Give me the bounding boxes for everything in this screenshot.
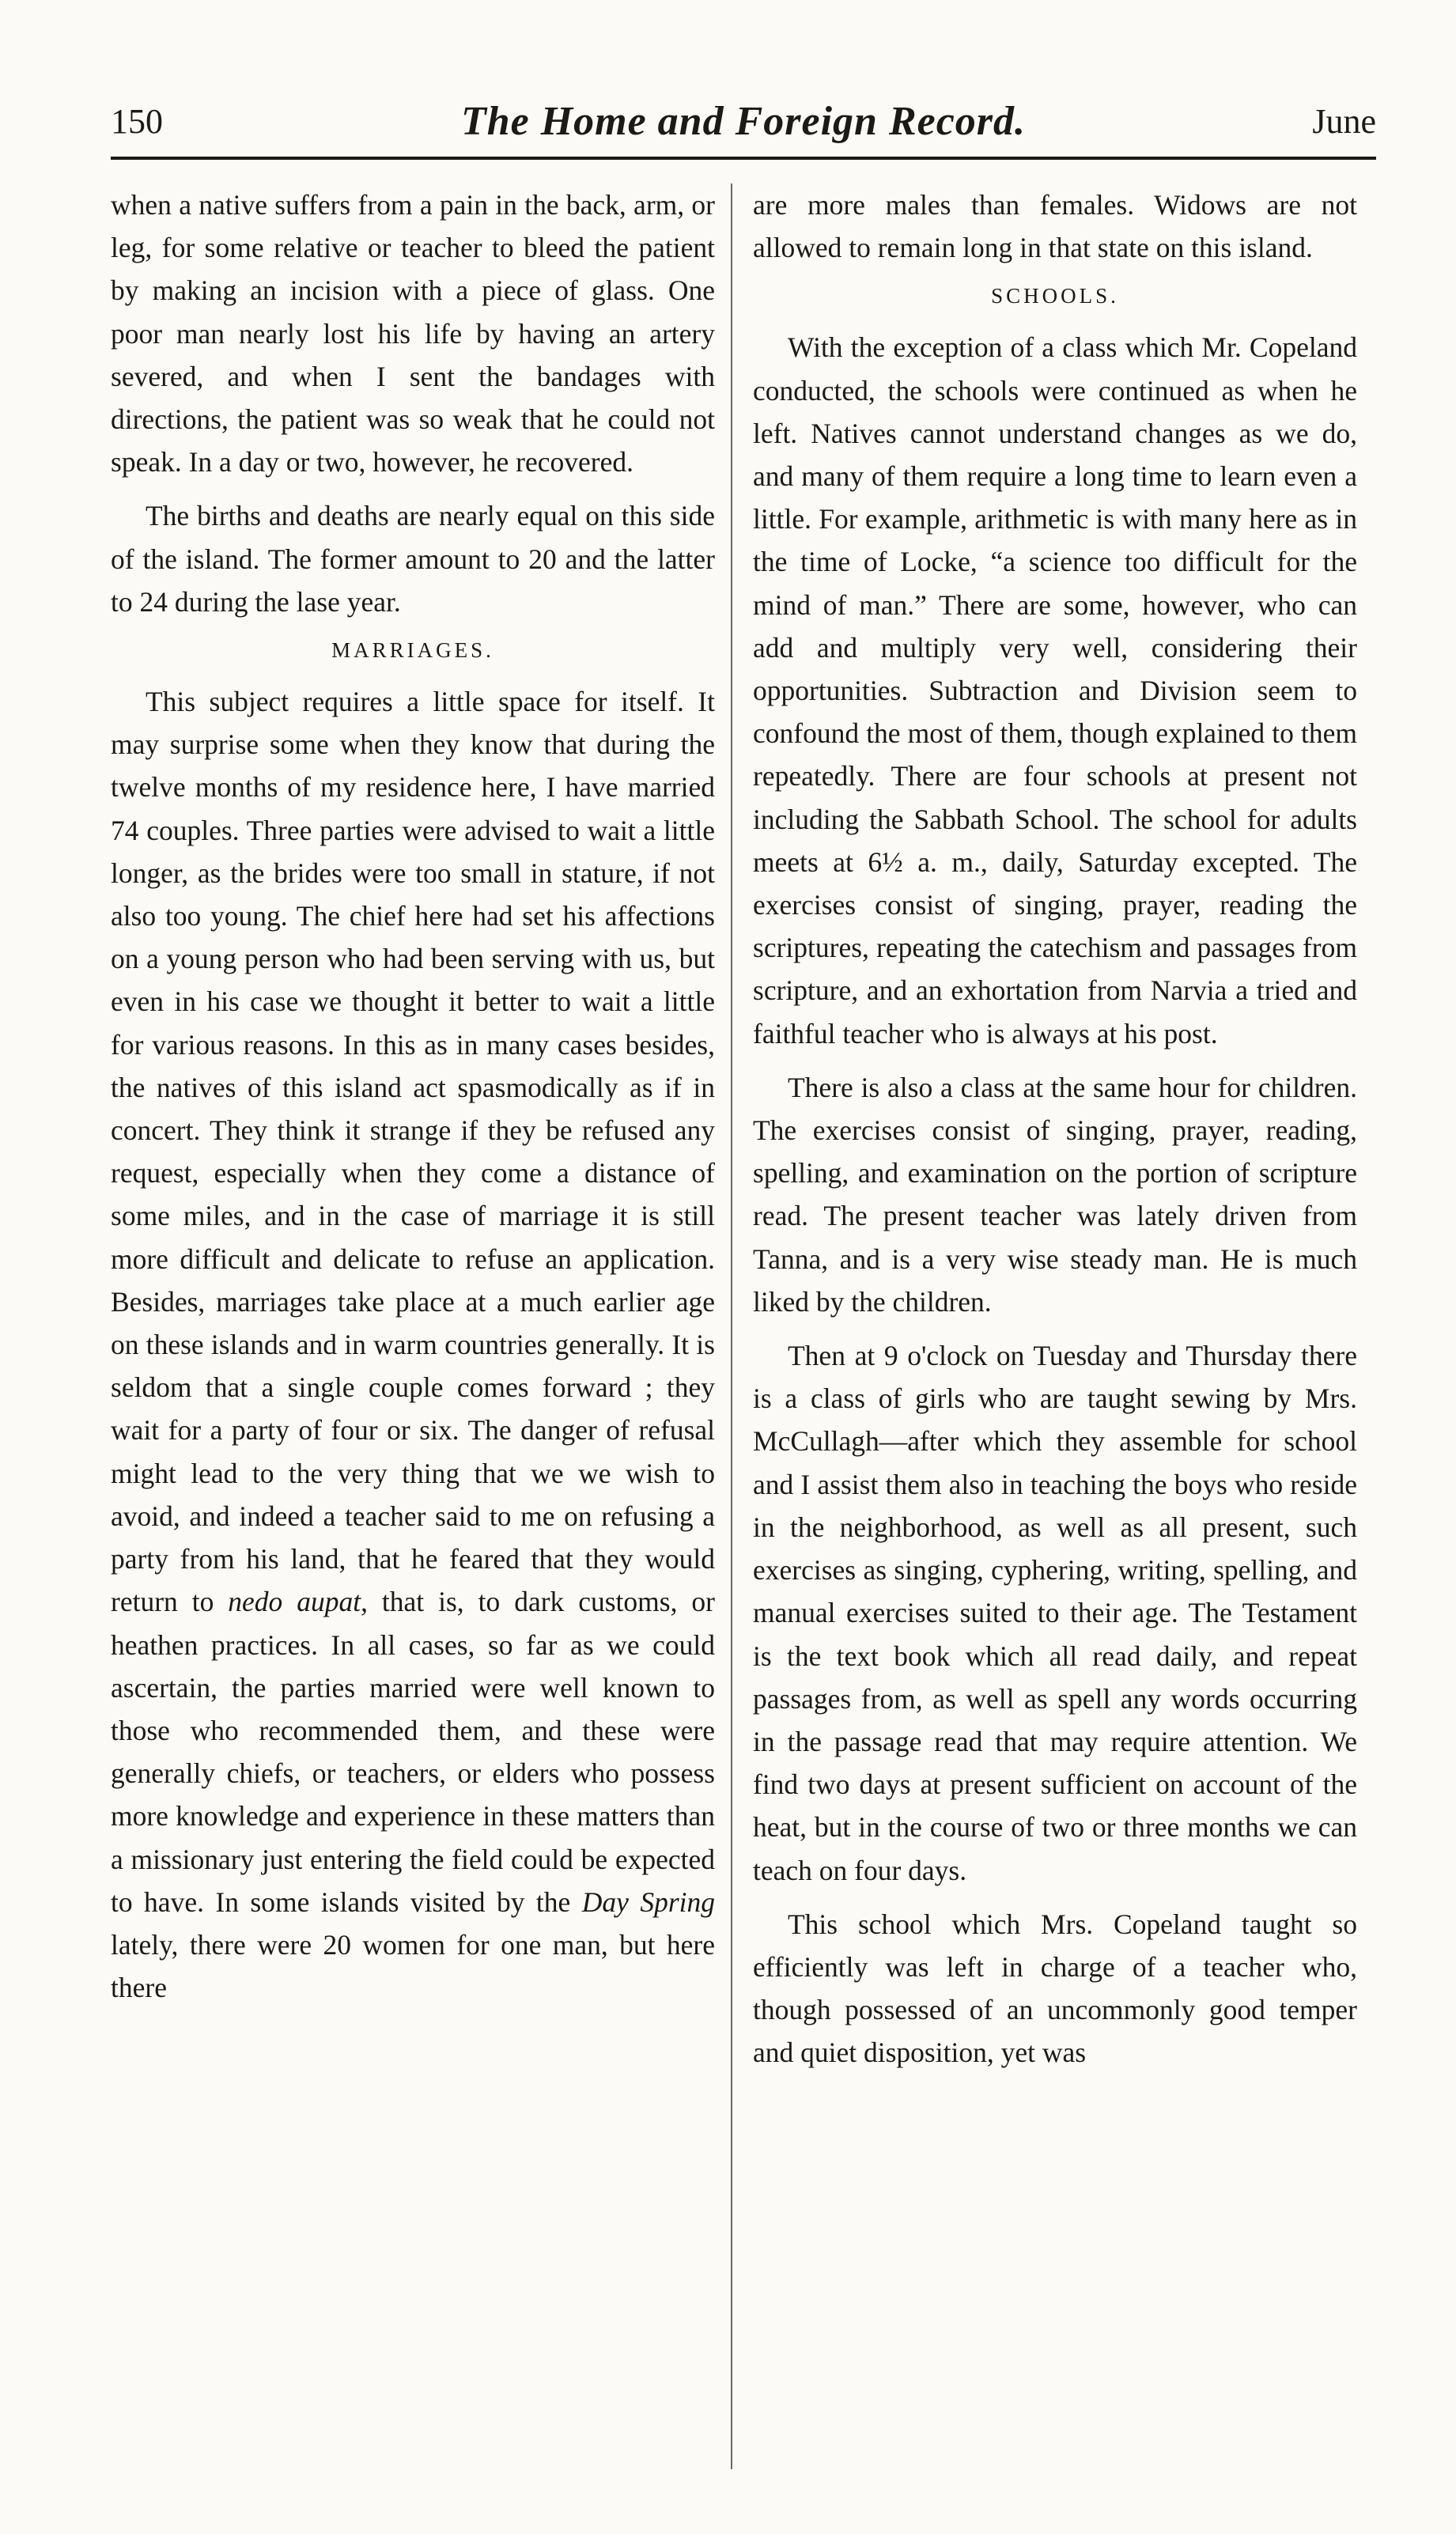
paragraph-births-deaths: The births and deaths are nearly equal on this side of the island. The former amount to 20 and the latter to 24 during the lase year. xyxy=(111,500,715,618)
marriages-text-2: , that is, to dark customs, or heathen practices. In all cases, so far as we could ascertain, the parties married were well known to those who recommended them, and these were generally chiefs, or teachers, or elders who possess more knowledge and experience in these matters than a missionary just entering the field could be expected to have. In some islands visited by the xyxy=(111,1586,715,1918)
running-header xyxy=(111,96,1376,160)
column-divider xyxy=(731,183,732,2469)
paragraph-schools-intro: With the exception of a class which Mr. Copeland conducted, the schools were continued as when he left. Natives cannot understand changes as we do, and many of them require a long time to learn even a little. For example, arithmetic is with many here as in the time of Locke, “a science too difficult for the mind of man.” There are some, however, who can add and multiply very well, considering their opportunities. Subtraction and Division seem to confound the most of them, though explained to them repeatedly. There are four schools at present not including the Sabbath School. The school for adults meets at 6½ a. m., daily, Saturday excepted. The exercises consist of singing, prayer, reading the scriptures, repeating the catechism and passages from scripture, and an exhortation from Narvia a tried and faithful teacher who is always at his post. xyxy=(753,331,1357,1050)
native-phrase: nedo aupat xyxy=(228,1586,361,1618)
paragraph-bleeding: when a native suffers from a pain in the back, arm, or leg, for some relative or teacher to bleed the patient by making an incision with a piece of glass. One poor man nearly lost his life by having an artery severed, and when I sent the bandages with directions, the patient was so weak that he could not speak. In a day or two, however, he recovered. xyxy=(111,189,715,478)
paragraph-girls-class: Then at 9 o'clock on Tuesday and Thursday there is a class of girls who are taught sewing by Mrs. McCullagh—after which they assemble for school and I assist them also in teaching the boys who reside in the neighborhood, as well as all present, such exercises as singing, cyphering, writing, spelling, and manual exercises suited to their age. The Testament is the text book which all read daily, and repeat passages from, as well as spell any words occurring in the passage read that may require attention. We find two days at present sufficient on account of the heat, but in the course of two or three months we can teach on four days. xyxy=(753,1340,1357,1886)
section-heading-marriages: MARRIAGES. xyxy=(331,638,494,663)
section-heading-schools: SCHOOLS. xyxy=(991,284,1119,308)
paragraph-children-class: There is also a class at the same hour for children. The exercises consist of singing, prayer, reading, spelling, and examination on the portion of scripture read. The present teacher was lately driven from Tanna, and is a very wise steady man. He is much liked by the children. xyxy=(753,1071,1357,1318)
marriages-text-3: lately, there were 20 women for one man, but here there xyxy=(111,1928,715,2004)
marriages-text-1: This subject requires a little space for itself. It may surprise some when they know that during the twelve months of my residence here, I have married 74 couples. Three parties were advised to wait a little longer, as the brides were too small in stature, if not also too young. The chief here had set his affections on a young person who had been serving with us, but even in his case we thought it better to wait a little for various reasons. In this as in many cases besides, the natives of this island act spasmodically as if in concert. They think it strange if they be refused any request, especially when they come a distance of some miles, and in the case of marriage it is still more difficult and delicate to refuse an application. Besides, marriages take place at a much earlier age on these islands and in warm countries generally. It is seldom that a single couple comes forward ; they wait for a party of four or six. The danger of refusal might lead to the very thing that we we wish to avoid, and indeed a teacher said to me on refusing a party from his land, that he feared that they would return to xyxy=(111,686,715,1618)
left-column xyxy=(111,183,715,2020)
ship-name: Day Spring xyxy=(581,1885,716,1918)
paragraph-copeland-school: This school which Mrs. Copeland taught so efficiently was left in charge of a teacher who, though possessed of an uncommonly good temper and quiet disposition, yet was xyxy=(753,1908,1357,2069)
page-number: 150 xyxy=(111,102,163,141)
right-column xyxy=(753,183,1357,2086)
issue-month: June xyxy=(1312,102,1376,141)
paragraph-widows: are more males than females. Widows are not allowed to remain long in that state on this island. xyxy=(753,189,1357,264)
journal-title: The Home and Foreign Record. xyxy=(460,99,1027,144)
paragraph-marriages xyxy=(111,680,715,2009)
